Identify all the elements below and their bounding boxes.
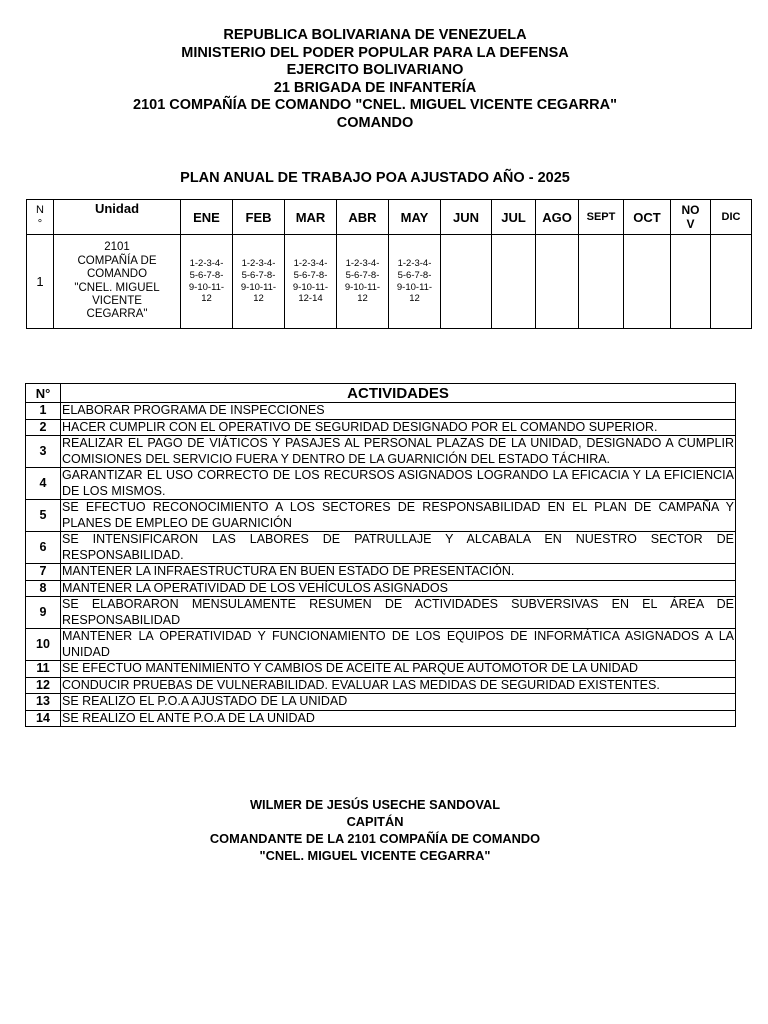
poa-data-row — [27, 235, 752, 329]
activity-row — [26, 580, 736, 597]
signature-block — [0, 796, 750, 864]
activity-text: SE ELABORARON MENSULAMENTE RESUMEN DE ACTIVIDADES SUBVERSIVAS EN EL ÁREA DE RESPONSABILIDAD — [62, 597, 734, 627]
activity-row — [26, 468, 736, 500]
activity-number: 8 — [26, 580, 61, 597]
activity-text: MANTENER LA OPERATIVIDAD Y FUNCIONAMIENTO DE LOS EQUIPOS DE INFORMÁTICA ASIGNADOS A LA UNIDAD — [62, 629, 734, 659]
activity-text: SE REALIZO EL ANTE P.O.A DE LA UNIDAD — [61, 710, 736, 727]
header-line: MINISTERIO DEL PODER POPULAR PARA LA DEFENSA — [181, 44, 569, 61]
activity-row — [26, 436, 736, 468]
activity-text: ELABORAR PROGRAMA DE INSPECCIONES — [61, 403, 736, 420]
activity-number: 1 — [26, 403, 61, 420]
activity-row — [26, 661, 736, 678]
activities-title: ACTIVIDADES — [61, 384, 736, 403]
activity-row — [26, 419, 736, 436]
header-line: 2101 COMPAÑÍA DE COMANDO "CNEL. MIGUEL VICENTE CEGARRA" — [133, 97, 617, 114]
activity-number: 11 — [26, 661, 61, 678]
activity-number: 7 — [26, 564, 61, 581]
month-header: NO V — [671, 200, 711, 235]
month-cell — [624, 235, 671, 329]
activity-text: HACER CUMPLIR CON EL OPERATIVO DE SEGURIDAD DESIGNADO POR EL COMANDO SUPERIOR. — [61, 419, 736, 436]
header-line: REPUBLICA BOLIVARIANA DE VENEZUELA — [223, 27, 527, 43]
month-cell: 1-2-3-4- 5-6-7-8- 9-10-11- 12 — [233, 235, 285, 329]
column-header-unit: Unidad — [54, 200, 181, 235]
month-header: MAR — [285, 200, 337, 235]
activity-row — [26, 710, 736, 727]
activity-row — [26, 564, 736, 581]
month-cell — [536, 235, 579, 329]
activity-text: SE INTENSIFICARON LAS LABORES DE PATRULLAJE Y ALCABALA EN NUESTRO SECTOR DE RESPONSABILIDAD. — [62, 532, 734, 562]
month-header: OCT — [624, 200, 671, 235]
activity-text: CONDUCIR PRUEBAS DE VULNERABILIDAD. EVALUAR LAS MEDIDAS DE SEGURIDAD EXISTENTES. — [61, 677, 736, 694]
month-cell — [711, 235, 752, 329]
activity-number: 4 — [26, 468, 61, 500]
activity-row — [26, 694, 736, 711]
activity-number: 13 — [26, 694, 61, 711]
unit-name: 2101 COMPAÑÍA DE COMANDO "CNEL. MIGUEL VICENTE CEGARRA" — [54, 235, 181, 329]
activity-text: GARANTIZAR EL USO CORRECTO DE LOS RECURSOS ASIGNADOS LOGRANDO LA EFICACIA Y LA EFICIENCIA DE LOS MISMOS. — [62, 468, 734, 498]
activity-number: 9 — [26, 597, 61, 629]
activity-row — [26, 500, 736, 532]
activities-no-header: N° — [26, 384, 61, 403]
header-line: COMANDO — [336, 114, 414, 131]
month-cell: 1-2-3-4- 5-6-7-8- 9-10-11- 12-14 — [285, 235, 337, 329]
month-header: SEPT — [579, 200, 624, 235]
poa-header-row — [27, 200, 752, 235]
activity-number: 3 — [26, 436, 61, 468]
activity-number: 5 — [26, 500, 61, 532]
activity-number: 10 — [26, 629, 61, 661]
month-header: JUN — [441, 200, 492, 235]
activity-number: 2 — [26, 419, 61, 436]
activity-row — [26, 532, 736, 564]
header-line: 21 BRIGADA DE INFANTERÍA — [273, 79, 477, 96]
month-cell — [671, 235, 711, 329]
activity-row — [26, 403, 736, 420]
month-header: JUL — [492, 200, 536, 235]
month-header: ABR — [337, 200, 389, 235]
activity-row — [26, 677, 736, 694]
month-cell — [492, 235, 536, 329]
month-header: MAY — [389, 200, 441, 235]
activity-text: SE EFECTUO RECONOCIMIENTO A LOS SECTORES DE RESPONSABILIDAD EN EL PLAN DE CAMPAÑA Y PLANES DE EMPLEO DE GUARNICIÓN — [62, 500, 734, 530]
activity-number: 6 — [26, 532, 61, 564]
month-cell: 1-2-3-4- 5-6-7-8- 9-10-11- 12 — [181, 235, 233, 329]
activity-text: REALIZAR EL PAGO DE VIÁTICOS Y PASAJES AL PERSONAL PLAZAS DE LA UNIDAD, DESIGNADO A CUMPLIR COMISIONES DEL SERVICIO FUERA Y DENTRO DE LA GUARNICIÓN DEL ESTADO TÁCHIRA. — [62, 436, 734, 466]
activity-row — [26, 597, 736, 629]
activities-table — [25, 383, 736, 727]
activity-text: SE EFECTUO MANTENIMIENTO Y CAMBIOS DE ACEITE AL PARQUE AUTOMOTOR DE LA UNIDAD — [61, 661, 736, 678]
row-number: 1 — [27, 235, 54, 329]
activity-text: MANTENER LA INFRAESTRUCTURA EN BUEN ESTADO DE PRESENTACIÓN. — [61, 564, 736, 581]
month-cell: 1-2-3-4- 5-6-7-8- 9-10-11- 12 — [389, 235, 441, 329]
month-header: ENE — [181, 200, 233, 235]
month-header: DIC — [711, 200, 752, 235]
activity-number: 14 — [26, 710, 61, 727]
activities-header-row — [26, 384, 736, 403]
signature-name: WILMER DE JESÚS USECHE SANDOVAL — [249, 797, 501, 812]
month-header: AGO — [536, 200, 579, 235]
month-cell: 1-2-3-4- 5-6-7-8- 9-10-11- 12 — [337, 235, 389, 329]
plan-title: PLAN ANUAL DE TRABAJO POA AJUSTADO AÑO - 2025 — [180, 170, 570, 186]
activity-row — [26, 629, 736, 661]
column-header-no: N ° — [27, 200, 54, 235]
month-cell — [441, 235, 492, 329]
month-header: FEB — [233, 200, 285, 235]
signature-unit: "CNEL. MIGUEL VICENTE CEGARRA" — [259, 848, 491, 863]
month-cell — [579, 235, 624, 329]
poa-table — [26, 199, 752, 329]
activity-text: MANTENER LA OPERATIVIDAD DE LOS VEHÍCULOS ASIGNADOS — [61, 580, 736, 597]
signature-rank: CAPITÁN — [346, 814, 404, 829]
signature-position: COMANDANTE DE LA 2101 COMPAÑÍA DE COMANDO — [209, 831, 541, 846]
activity-number: 12 — [26, 677, 61, 694]
activity-text: SE REALIZO EL P.O.A AJUSTADO DE LA UNIDAD — [61, 694, 736, 711]
header-line: EJERCITO BOLIVARIANO — [286, 62, 464, 79]
document-header — [0, 27, 750, 133]
